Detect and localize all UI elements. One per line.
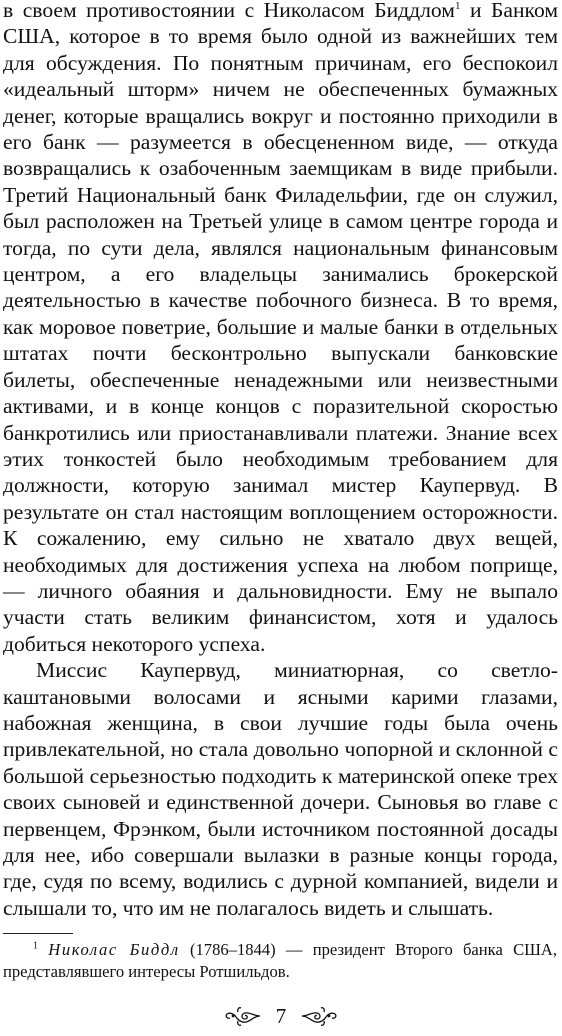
footnote-divider — [3, 933, 73, 934]
footnote-name: Николас Биддл — [48, 940, 180, 959]
footnote-number: 1 — [33, 940, 38, 952]
page-number: 7 — [275, 1004, 287, 1028]
paragraph-1 — [3, 0, 558, 657]
main-text — [3, 0, 558, 921]
footnote-text: (1786–1844) — президент Второго банка США, представлявшего интересы Ротшильдов. — [3, 940, 558, 981]
footnote-reference: 1 — [454, 0, 461, 12]
paragraph-1-text-rest: и Банком США, которое в то время было одной из важнейших тем для обсуждения. По понятным причинам, его беспокоил «идеальный шторм» ничем не обеспеченных бумажных денег, которые вращались вокруг и постоянно приходили в его банк — разумеется в обесцененном виде, — откуда возвращались к озабоченным заемщикам в виде прибыли. Третий Национальный банк Филадельфии, где он служил, был расположен на Третьей улице в самом центре города и тогда, по сути дела, являлся национальным финансовым центром, а его владельцы занимались брокерской деятельностью в качестве побочного бизнеса. В то время, как моровое поветрие, большие и малые банки в отдельных штатах почти бесконтрольно выпускали банковские билеты, обеспеченные ненадежными или неизвестными активами, и в конце концов с поразительной скоростью банкротились или приостанавливали платежи. Знание всех этих тонкостей было необходимым требованием для должности, которую занимал мистер Каупервуд. В результате он стал настоящим воплощением осторожности. К сожалению, ему сильно не хватало двух вещей, необходимых для достижения успеха на любом поприще, — личного обаяния и дальновидности. Ему не выпало участи стать великим финансистом, хотя и удалось добиться некоторого успеха. — [3, 0, 558, 656]
paragraph-2: Миссис Каупервуд, миниатюрная, со светло-каштановыми волосами и ясными карими глазами, набожная женщина, в свои лучшие годы была очень привлекательной, но стала довольно чопорной и склонной с большой серьезностью подходить к материнской опеке трех своих сыновей и единственной дочери. Сыновья во главе с первенцем, Фрэнком, были источником постоянной досады для нее, ибо совершали вылазки в разные концы города, где, судя по всему, водились с дурной компанией, видели и слышали то, что им не полагалось видеть и слышать. — [3, 658, 558, 920]
footnote — [3, 939, 557, 983]
fleuron-ornament-icon — [224, 1005, 262, 1027]
paragraph-1-text-start: в своем противостоянии с Николасом Биддлом — [3, 0, 455, 22]
fleuron-ornament-icon — [300, 1005, 338, 1027]
page-footer — [0, 1004, 562, 1028]
